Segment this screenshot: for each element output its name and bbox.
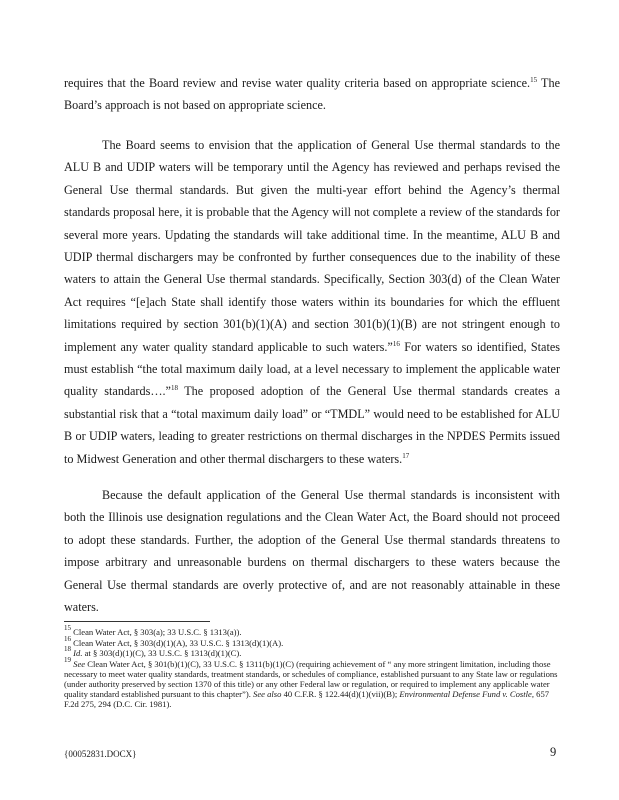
paragraph-1 xyxy=(64,72,560,117)
footnote-ref-17: 17 xyxy=(402,451,410,460)
paragraph-2-part-1: The Board seems to envision that the application of General Use thermal standards to the ALU B and UDIP waters will be temporary until the Agency has reviewed and perhaps revised the General Use thermal standards. But given the multi-year effort behind the Agency’s thermal standards proposal here, it is probable that the Agency will not complete a review of the standards for several more years. Updating the standards will take additional time. In the meantime, ALU B and UDIP thermal dischargers may be confronted by further consequences due to the inability of these waters to attain the General Use thermal standards. Specifically, Section 303(d) of the Clean Water Act requires “[e]ach State shall identify those waters within its boundaries for which the effluent limitations required by section 301(b)(1)(A) and section 301(b)(1)(B) are not stringent enough to implement any water quality standard applicable to such waters.” xyxy=(64,138,560,354)
paragraph-1-text: requires that the Board review and revise water quality criteria based on appropriate science. xyxy=(64,76,531,90)
document-id: {00052831.DOCX} xyxy=(64,749,137,759)
footnote-18: $^{18}$ Id. at § 303(d)(1)(C), 33 U.S.C. § 1313(d)(1)(C). xyxy=(64,645,242,658)
footnote-divider xyxy=(64,621,210,622)
footnote-19: $^{19}$ See Clean Water Act, § 301(b)(1)(C), 33 U.S.C. § 1311(b)(1)(C) (requiring achievement of “ any more stringent limitation, including those necessary to meet water quality standards, treatment standards, or schedules of compliance, established pursuant to any State law or regulations (under authority preserved by section 1370 of this title) or any other Federal law or regulation, or required to implement any applicable water quality standard established pursuant to this chapter”). See also 40 C.F.R. § 122.44(d)(1)(vii)(B); Environmental Defense Fund v. Costle, 657 F.2d 275, 294 (D.C. Cir. 1981). xyxy=(64,655,558,709)
paragraph-3-text: Because the default application of the General Use thermal standards is inconsistent with both the Illinois use designation regulations and the Clean Water Act, the Board should not proceed to adopt these standards. Further, the adoption of the General Use thermal standards threatens to impose arbitrary and unreasonable burdens on thermal dischargers to these waters because the General Use thermal standards are overly protective of, and are not reasonably attainable in these waters. xyxy=(64,488,560,615)
paragraph-2-part-2: For waters so identified, States must establish “the total maximum daily load, at a level necessary to implement the applicable water quality standards….” xyxy=(64,339,560,399)
footnote-15: $^{15}$ Clean Water Act, § 303(a); 33 U.S.C. § 1313(a)). xyxy=(64,624,242,637)
paragraph-2 xyxy=(64,134,560,470)
footnotes xyxy=(64,624,564,709)
paragraph-1-text-2: The Board’s approach is not based on appropriate science. xyxy=(64,76,560,113)
paragraph-3 xyxy=(64,484,560,618)
footnote-ref-16: 16 xyxy=(392,339,400,348)
page-number: 9 xyxy=(550,745,557,759)
footnote-ref-15: 15 xyxy=(530,76,538,84)
footnote-16: $^{16}$ Clean Water Act, § 303(d)(1)(A), 33 U.S.C. § 1313(d)(1)(A). xyxy=(64,634,284,648)
paragraph-2-part-3: The proposed adoption of the General Use thermal standards creates a substantial risk that a “total maximum daily load” or “TMDL” would need to be established for ALU B or UDIP waters, leading to greater restrictions on thermal discharges in the NPDES Permits issued to Midwest Generation and other thermal dischargers to these waters. xyxy=(64,384,561,466)
footnote-ref-18: 18 xyxy=(170,384,178,393)
